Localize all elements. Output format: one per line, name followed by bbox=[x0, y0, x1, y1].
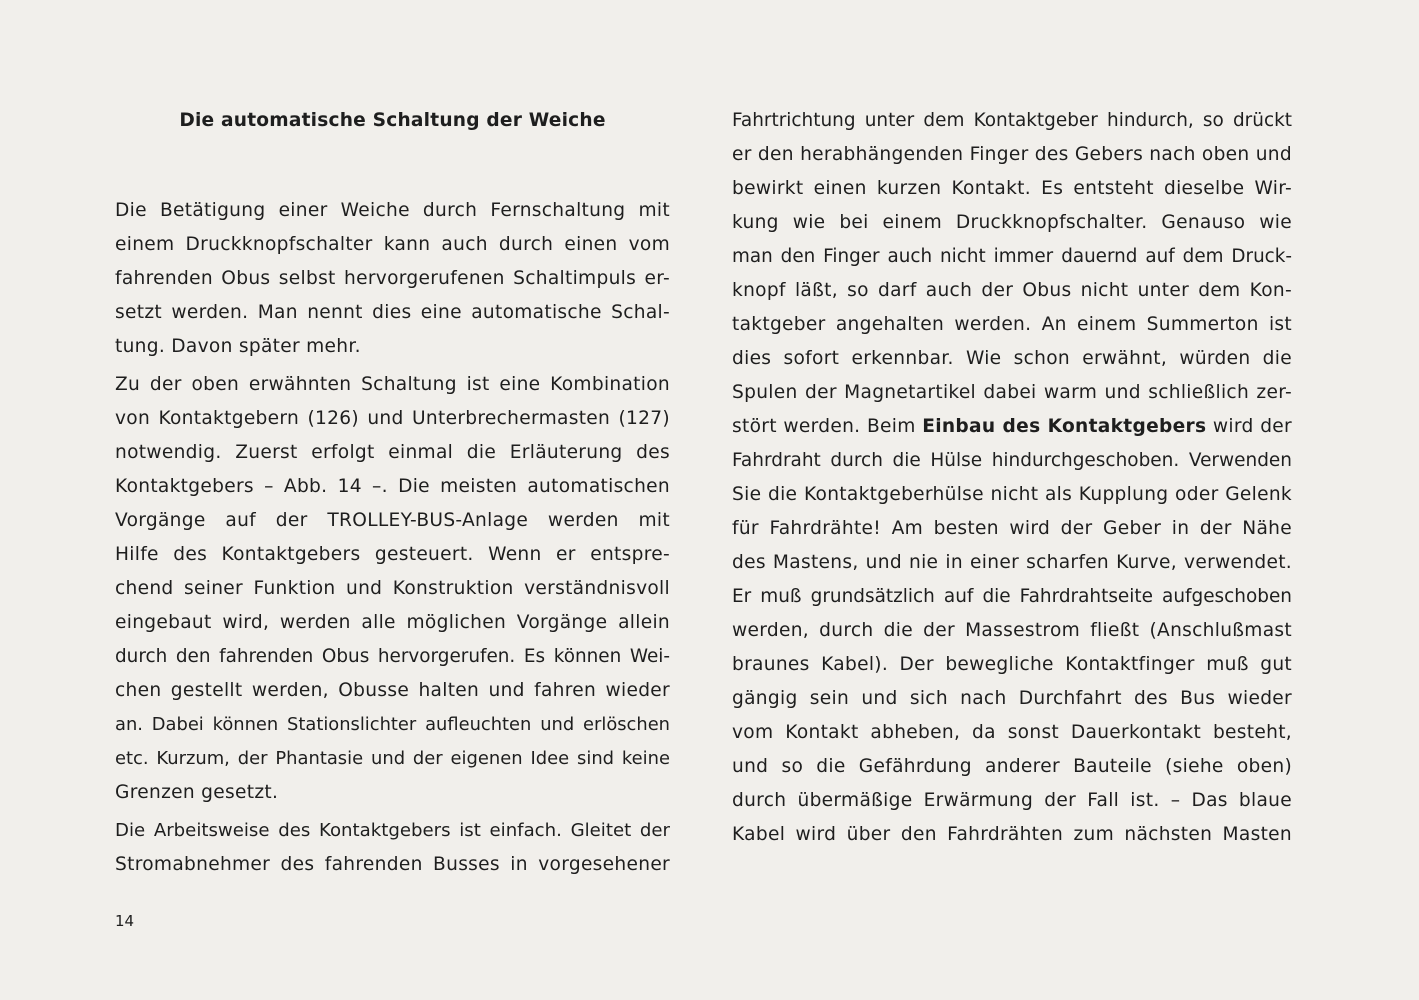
text-line: Zu der oben erwähnten Schaltung ist eine Kombination bbox=[115, 374, 670, 395]
text-line: eingebaut wird, werden alle möglichen Vorgänge allein bbox=[115, 612, 670, 633]
text-line: durch übermäßige Erwärmung der Fall ist. – Das blaue bbox=[732, 790, 1292, 811]
text-line: Fahrtrichtung unter dem Kontaktgeber hindurch, so drückt bbox=[732, 110, 1292, 131]
text-line: gängig sein und sich nach Durchfahrt des Bus wieder bbox=[732, 688, 1292, 709]
text-line: bewirkt einen kurzen Kontakt. Es entsteht dieselbe Wir- bbox=[732, 178, 1292, 199]
paragraph-2 bbox=[115, 368, 670, 810]
text-segment: stört werden. Beim bbox=[732, 416, 923, 437]
text-line: setzt werden. Man nennt dies eine automatische Schal- bbox=[115, 302, 670, 323]
text-line: Kabel wird über den Fahrdrähten zum nächsten Masten bbox=[732, 824, 1292, 845]
text-line: braunes Kabel). Der bewegliche Kontaktfinger muß gut bbox=[732, 654, 1292, 675]
text-line: Stromabnehmer des fahrenden Busses in vorgesehener bbox=[115, 854, 670, 875]
text-line: Fahrdraht durch die Hülse hindurchgeschoben. Verwenden bbox=[732, 450, 1292, 471]
text-line-with-bold bbox=[732, 410, 1292, 444]
right-column bbox=[732, 104, 1292, 852]
bold-term: Einbau des Kontaktgebers bbox=[922, 416, 1207, 437]
text-line: Spulen der Magnetartikel dabei warm und schließlich zer- bbox=[732, 382, 1292, 403]
text-line: werden, durch die der Massestrom fließt (Anschlußmast bbox=[732, 620, 1292, 641]
text-line: Hilfe des Kontaktgebers gesteuert. Wenn er entspre- bbox=[115, 544, 670, 565]
text-line: vom Kontakt abheben, da sonst Dauerkontakt besteht, bbox=[732, 722, 1292, 743]
page-number: 14 bbox=[115, 912, 135, 930]
text-line: chend seiner Funktion und Konstruktion verständnisvoll bbox=[115, 578, 670, 599]
text-line: Vorgänge auf der TROLLEY-BUS-Anlage werden mit bbox=[115, 510, 670, 531]
text-line: etc. Kurzum, der Phantasie und der eigenen Idee sind keine bbox=[115, 748, 670, 769]
paragraph-1 bbox=[115, 194, 670, 364]
text-line: kung wie bei einem Druckknopfschalter. Genauso wie bbox=[732, 212, 1292, 233]
text-line: Grenzen gesetzt. bbox=[115, 782, 279, 803]
text-line: durch den fahrenden Obus hervorgerufen. Es können Wei- bbox=[115, 646, 670, 667]
text-line: an. Dabei können Stationslichter aufleuchten und erlöschen bbox=[115, 714, 670, 735]
paragraph-3 bbox=[115, 814, 670, 882]
text-line: Die Betätigung einer Weiche durch Fernschaltung mit bbox=[115, 200, 670, 221]
text-line: Sie die Kontaktgeberhülse nicht als Kupplung oder Gelenk bbox=[732, 484, 1292, 505]
text-line: taktgeber angehalten werden. An einem Summerton ist bbox=[732, 314, 1292, 335]
text-line: tung. Davon später mehr. bbox=[115, 336, 361, 357]
text-line: notwendig. Zuerst erfolgt einmal die Erläuterung des bbox=[115, 442, 670, 463]
text-line: dies sofort erkennbar. Wie schon erwähnt, würden die bbox=[732, 348, 1292, 369]
text-line: und so die Gefährdung anderer Bauteile (siehe oben) bbox=[732, 756, 1292, 777]
text-line: er den herabhängenden Finger des Gebers nach oben und bbox=[732, 144, 1292, 165]
text-line: fahrenden Obus selbst hervorgerufenen Schaltimpuls er- bbox=[115, 268, 670, 289]
text-segment: wird der bbox=[1206, 416, 1292, 437]
text-line: des Mastens, und nie in einer scharfen Kurve, verwendet. bbox=[732, 552, 1292, 573]
text-line: einem Druckknopfschalter kann auch durch einen vom bbox=[115, 234, 670, 255]
text-line: Kontaktgebers – Abb. 14 –. Die meisten automatischen bbox=[115, 476, 670, 497]
text-line: knopf läßt, so darf auch der Obus nicht unter dem Kon- bbox=[732, 280, 1292, 301]
text-line: für Fahrdrähte! Am besten wird der Geber in der Nähe bbox=[732, 518, 1292, 539]
text-line: von Kontaktgebern (126) und Unterbrechermasten (127) bbox=[115, 408, 670, 429]
text-line: Die Arbeitsweise des Kontaktgebers ist einfach. Gleitet der bbox=[115, 820, 670, 841]
text-line: man den Finger auch nicht immer dauernd auf dem Druck- bbox=[732, 246, 1292, 267]
text-line: chen gestellt werden, Obusse halten und fahren wieder bbox=[115, 680, 670, 701]
text-line: Er muß grundsätzlich auf die Fahrdrahtseite aufgeschoben bbox=[732, 586, 1292, 607]
left-column bbox=[115, 104, 670, 882]
section-title: Die automatische Schaltung der Weiche bbox=[179, 110, 606, 131]
